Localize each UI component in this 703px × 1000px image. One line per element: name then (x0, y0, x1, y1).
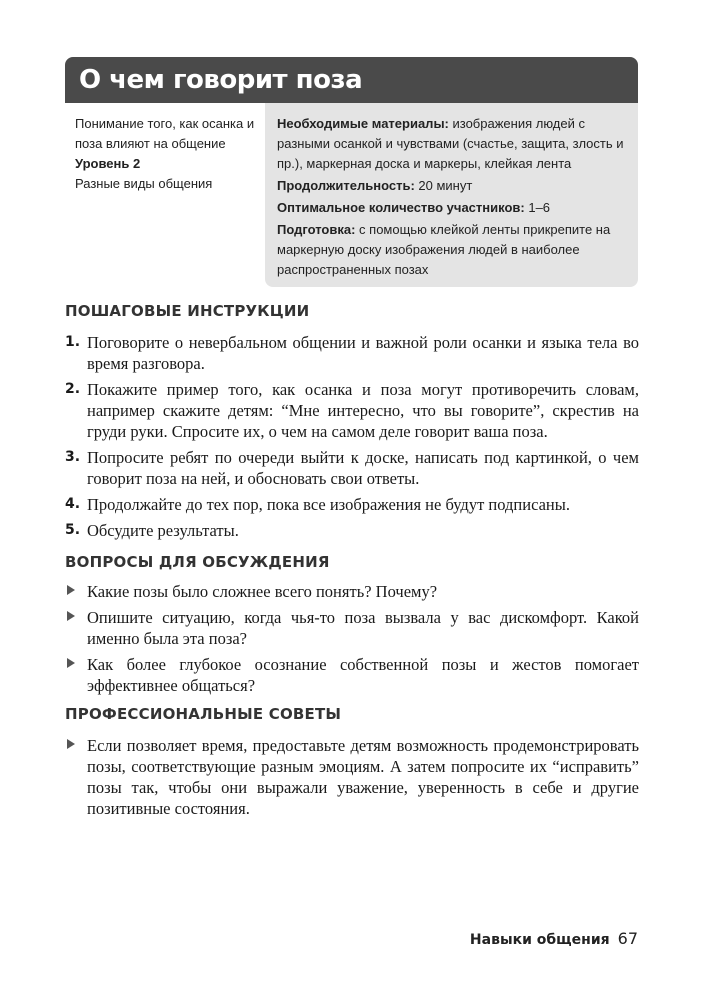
step-text: Покажите пример того, как осанка и поза могут противоречить словам, например скажите детям: “Мне интересно, что вы говорите”, скрестив на груди руки. Спросите их, о чем на самом деле говорит ваша поза. (87, 380, 639, 441)
activity-level: Уровень 2 (75, 156, 141, 171)
tip-item (65, 735, 639, 819)
step-number: 1. (65, 334, 81, 350)
question-item (65, 581, 639, 602)
question-text: Как более глубокое осознание собственной позы и жестов помогает эффективнее общаться? (87, 655, 639, 695)
step-item (65, 494, 639, 515)
step-item (65, 447, 639, 489)
prep-label: Подготовка: (277, 222, 356, 237)
question-item (65, 607, 639, 649)
step-text: Попросите ребят по очереди выйти к доске, написать под картинкой, о чем говорит поза на ней, и обосновать свои ответы. (87, 448, 639, 488)
step-number: 3. (65, 449, 81, 465)
title-bar (65, 57, 638, 103)
step-text: Продолжайте до тех пор, пока все изображения не будут подписаны. (87, 495, 570, 514)
question-text: Опишите ситуацию, когда чья-то поза вызвала у вас дискомфорт. Какой именно была эта поза? (87, 608, 639, 648)
step-text: Обсудите результаты. (87, 521, 239, 540)
triangle-bullet-icon (67, 658, 75, 668)
prep-text: с помощью клейкой ленты прикрепите на маркерную доску изображения людей в наиболее распространенных позах (277, 222, 611, 277)
participants-line (277, 198, 628, 218)
tips-list (65, 735, 639, 824)
materials-text: изображения людей с разными осанкой и чувствами (счастье, защита, злость и пр.), маркерная доска и маркеры, клейкая лента (277, 116, 624, 171)
prep-line (277, 220, 628, 280)
activity-goal: Понимание того, как осанка и поза влияют на общение (75, 116, 255, 151)
duration-text: 20 минут (418, 178, 473, 193)
duration-line (277, 176, 628, 196)
triangle-bullet-icon (67, 611, 75, 621)
participants-text: 1–6 (528, 200, 551, 215)
step-number: 2. (65, 381, 81, 397)
materials-label: Необходимые материалы: (277, 116, 449, 131)
step-item (65, 520, 639, 541)
duration-label: Продолжительность: (277, 178, 415, 193)
question-text: Какие позы было сложнее всего понять? Почему? (87, 582, 438, 601)
questions-list (65, 581, 639, 701)
participants-label: Оптимальное количество участников: (277, 200, 525, 215)
triangle-bullet-icon (67, 585, 75, 595)
activity-type: Разные виды общения (75, 176, 213, 191)
step-text: Поговорите о невербальном общении и важной роли осанки и языка тела во время разговора. (87, 333, 639, 373)
page-number: 67 (617, 929, 638, 948)
step-number: 4. (65, 496, 81, 512)
question-item (65, 654, 639, 696)
page-title: О чем говорит поза (79, 65, 363, 95)
step-item (65, 332, 639, 374)
triangle-bullet-icon (67, 739, 75, 749)
tips-heading: ПРОФЕССИОНАЛЬНЫЕ СОВЕТЫ (65, 705, 342, 723)
tip-text: Если позволяет время, предоставьте детям возможность продемонстрировать позы, соответствующие разным эмоциям. А затем попросите их “исправить” позы так, чтобы они выражали уважение, уверенность в себе и другие позитивные состояния. (87, 736, 639, 818)
steps-heading: ПОШАГОВЫЕ ИНСТРУКЦИИ (65, 302, 310, 320)
info-left-panel (75, 114, 261, 194)
steps-list (65, 332, 639, 546)
questions-heading: ВОПРОСЫ ДЛЯ ОБСУЖДЕНИЯ (65, 553, 330, 571)
info-right-panel (265, 103, 638, 287)
step-item (65, 379, 639, 442)
page-footer (470, 929, 638, 948)
step-number: 5. (65, 522, 81, 538)
materials-line (277, 114, 628, 174)
footer-section-title: Навыки общения (469, 932, 610, 948)
